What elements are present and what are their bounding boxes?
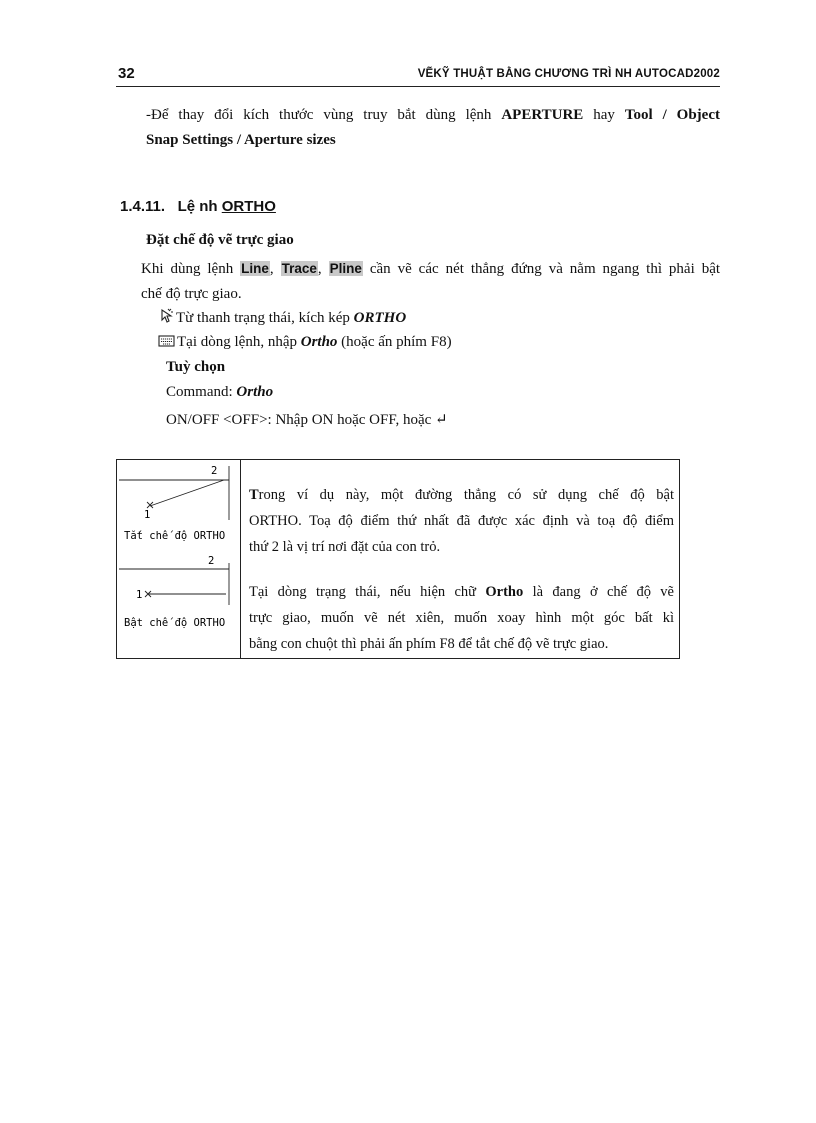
para2-before: Tại dòng trạng thái, nếu hiện chữ (249, 584, 486, 600)
para1-line3: thứ 2 là vị trí nơi đặt của con trỏ. (249, 539, 441, 555)
example-box-divider (240, 459, 241, 659)
section-command-name: ORTHO (221, 198, 276, 215)
method-status-bar (158, 308, 406, 327)
line-command: Line (241, 261, 269, 276)
pline-command: Pline (329, 261, 362, 276)
page-number: 32 (118, 65, 135, 82)
trace-command: Trace (281, 261, 317, 276)
section-heading (120, 198, 276, 215)
body-paragraph (141, 256, 720, 307)
para2-line2: trực giao, muốn vẽ nét xiên, muốn xoay hình một góc bất kì (249, 610, 674, 626)
section-label: Lệ nh (177, 198, 218, 215)
ortho-diagrams (117, 460, 239, 658)
ortho-keyword: Ortho (485, 584, 524, 600)
diagram1-caption: Tắt chế độ ORTHO (124, 530, 226, 542)
aperture-command: APERTURE (501, 107, 584, 123)
body-sep: , (317, 261, 329, 277)
menu-path-part2: Snap Settings / Aperture sizes (146, 132, 336, 148)
para1-line2: ORTHO. Toạ độ điểm thứ nhất đã được xác định và toạ độ điểm (249, 513, 674, 529)
section-number: 1.4.11. (120, 198, 166, 215)
command-label: Command: (166, 384, 237, 400)
body-rest: cần vẽ các nét thẳng đứng và nằm ngang thì phải bật (362, 261, 721, 277)
body-lead: Khi dùng lệnh (141, 261, 241, 277)
point-1-label: 1 (144, 509, 151, 521)
para2-after: là đang ở chế độ vẽ (523, 584, 674, 600)
keyboard-icon (158, 334, 175, 348)
example-paragraph-2 (249, 579, 674, 657)
options-prompt: ON/OFF <OFF>: Nhập ON hoặc OFF, hoặc ↵ (166, 412, 448, 428)
command-value: Ortho (236, 384, 274, 400)
method-cmdline-tail: (hoặc ấn phím F8) (337, 334, 452, 350)
options-command (166, 384, 273, 401)
method-command-line (158, 334, 452, 351)
method-cmdline-cmd: Ortho (300, 334, 338, 350)
oblique-line (150, 480, 224, 506)
method-cmdline-text: Tại dòng lệnh, nhập (177, 334, 301, 350)
para2-line3: bằng con chuột thì phải ấn phím F8 để tắt chế độ vẽ trực giao. (249, 636, 609, 652)
intro-text: -Để thay đổi kích thước vùng truy bắt dùng lệnh (146, 107, 502, 123)
point-1-label: 1 (136, 589, 143, 601)
header-rule (116, 86, 720, 87)
diagram-ortho-off (119, 465, 229, 542)
diagram-ortho-on (119, 555, 229, 629)
menu-path-part1: Tool / Object (624, 107, 720, 123)
point-2-label: 2 (208, 555, 215, 567)
subtitle: Đặt chế độ vẽ trực giao (146, 232, 294, 248)
method-status-text: Từ thanh trạng thái, kích kép (176, 310, 354, 326)
running-title: VẼKỸ THUẬT BẰNG CHƯƠNG TRÌ NH AUTOCAD2002 (417, 68, 720, 80)
para1-line1: rong ví dụ này, một đường thẳng có sử dụng chế độ bật (258, 487, 674, 503)
drop-letter: T (249, 487, 259, 503)
mouse-double-click-icon (158, 308, 174, 324)
diagram2-caption: Bật chế độ ORTHO (124, 617, 226, 629)
options-title: Tuỳ chọn (166, 359, 226, 375)
example-paragraph-1 (249, 482, 674, 560)
intro-paragraph (146, 103, 720, 153)
intro-mid: hay (583, 107, 625, 123)
method-status-cmd: ORTHO (353, 310, 407, 326)
body-line2: chế độ trực giao. (141, 286, 242, 302)
body-sep: , (269, 261, 281, 277)
point-2-label: 2 (211, 465, 218, 477)
